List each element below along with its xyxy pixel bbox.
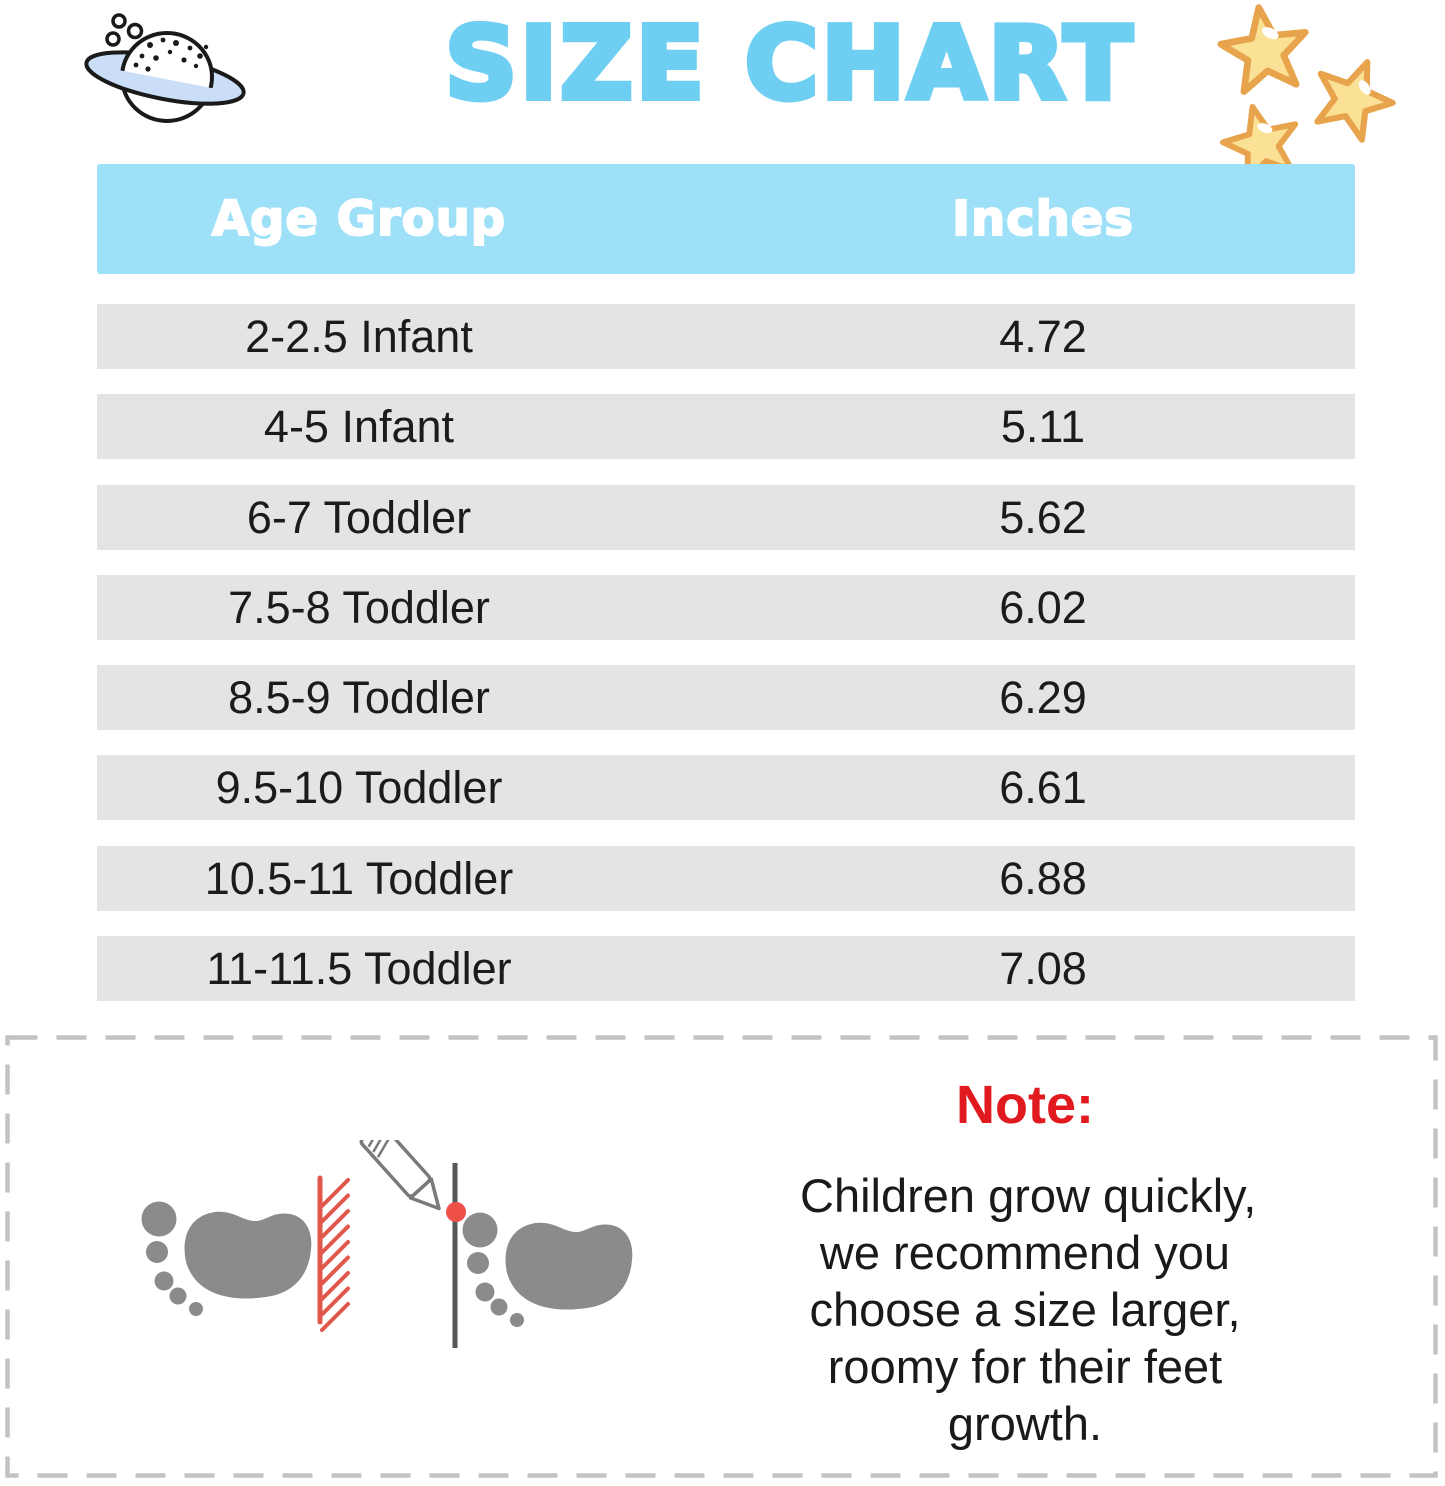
table-row (97, 846, 1355, 911)
column-header-age-group: Age Group (211, 191, 507, 247)
ruler-hatch-icon (320, 1178, 348, 1330)
page-title: SIZE CHART (444, 5, 1136, 122)
inches-cell: 4.72 (999, 311, 1087, 362)
age-group-cell: 10.5-11 Toddler (204, 852, 514, 904)
table-row (97, 936, 1355, 1001)
age-group-cell: 9.5-10 Toddler (215, 762, 503, 814)
note-line: growth. (947, 1397, 1103, 1450)
age-group-cell: 6-7 Toddler (246, 491, 472, 543)
column-header-inches: Inches (952, 191, 1134, 247)
table-row (97, 665, 1355, 730)
age-group-cell: 4-5 Infant (263, 401, 455, 453)
inches-cell: 5.62 (999, 491, 1087, 543)
footprint-left-icon (142, 1202, 312, 1317)
note-box (5, 1035, 1438, 1478)
inches-cell: 6.61 (999, 762, 1087, 814)
inches-cell: 6.29 (999, 672, 1087, 724)
size-table (97, 164, 1355, 1001)
planet-icon (60, 0, 270, 150)
inches-cell: 6.88 (999, 852, 1087, 904)
table-row (97, 394, 1355, 459)
pencil-icon (360, 1140, 450, 1218)
note (800, 1075, 1257, 1452)
note-label: Note: (956, 1075, 1094, 1135)
mark-dot-icon (446, 1202, 466, 1222)
table-row (97, 304, 1355, 369)
foot-measuring-illustration (120, 1140, 690, 1370)
inches-cell: 5.11 (1000, 401, 1086, 453)
table-row (97, 755, 1355, 820)
age-group-cell: 8.5-9 Toddler (228, 672, 490, 724)
note-line: we recommend you (819, 1226, 1231, 1279)
age-group-cell: 11-11.5 Toddler (206, 943, 512, 995)
table-row (97, 485, 1355, 550)
footprint-right-icon (463, 1213, 633, 1328)
age-group-cell: 7.5-8 Toddler (228, 581, 490, 633)
note-line: roomy for their feet (827, 1340, 1223, 1393)
inches-cell: 6.02 (999, 581, 1087, 633)
table-body (97, 304, 1355, 1001)
inches-cell: 7.08 (999, 943, 1087, 995)
note-line: choose a size larger, (809, 1283, 1241, 1336)
table-header (97, 164, 1355, 274)
table-row (97, 575, 1355, 640)
note-line: Children grow quickly, (800, 1169, 1257, 1222)
age-group-cell: 2-2.5 Infant (245, 311, 473, 362)
header-spacer (621, 164, 731, 274)
